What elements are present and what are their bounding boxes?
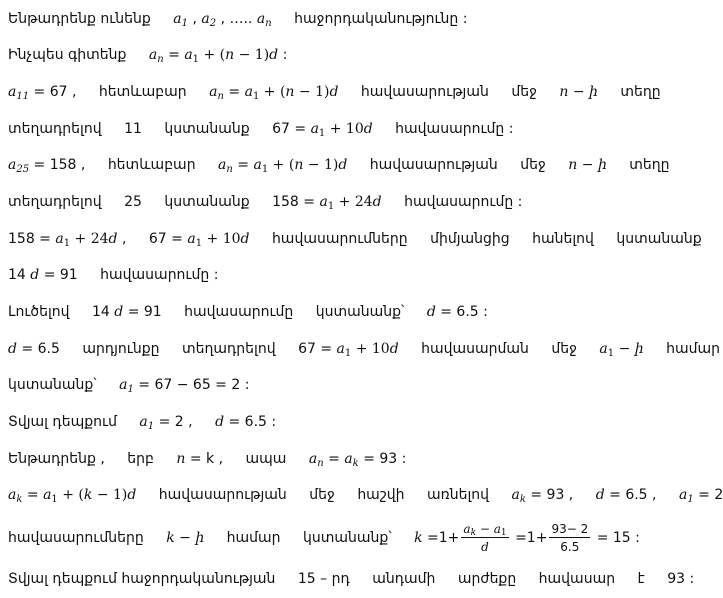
text: 25 bbox=[124, 194, 142, 210]
text: հավասար bbox=[538, 571, 616, 587]
math: $a_k$ bbox=[511, 487, 526, 505]
text: = 67 , bbox=[33, 84, 77, 100]
line-6 bbox=[8, 189, 686, 215]
line-11 bbox=[8, 372, 686, 398]
text: = 6.5 : bbox=[440, 304, 488, 320]
formula: $a_1 + 24d$ bbox=[55, 231, 118, 249]
text: Լուծելով bbox=[8, 304, 70, 320]
math: $a_2$ bbox=[201, 11, 217, 29]
text: հավասարումները bbox=[8, 530, 144, 546]
text: միմյանցից bbox=[430, 231, 510, 247]
text: հետևաբար bbox=[98, 84, 187, 100]
math: n − ի bbox=[568, 157, 607, 173]
text: երբ bbox=[127, 451, 154, 467]
formula: $a_1 + 10d$ bbox=[310, 121, 373, 139]
line-8 bbox=[8, 262, 686, 288]
math: $a_n$ bbox=[308, 451, 324, 469]
text: տեղադրելով bbox=[182, 341, 276, 357]
text: հավասարումները bbox=[271, 231, 408, 247]
formula: $a_1 + 10d$ bbox=[187, 231, 250, 249]
text: = 15 : bbox=[596, 530, 640, 546]
text: = 6.5 : bbox=[228, 414, 277, 430]
fraction: $\frac{93- 2}{6.5}$ bbox=[551, 522, 589, 554]
text: 158 = bbox=[272, 194, 316, 210]
math: d bbox=[8, 341, 17, 357]
text: ապա bbox=[245, 451, 287, 467]
text: 67 = bbox=[148, 231, 183, 247]
text: կստանանք bbox=[164, 121, 250, 137]
text: հաշվի bbox=[357, 487, 405, 503]
line-16 bbox=[8, 566, 695, 592]
text: = 91 bbox=[127, 304, 162, 320]
line-3 bbox=[8, 79, 686, 105]
text: Ենթադրենք , bbox=[8, 451, 105, 467]
math: $a_1$ − ի bbox=[599, 341, 644, 359]
text: հանելով bbox=[532, 231, 594, 247]
text: կստանանք՝ bbox=[8, 377, 97, 393]
text: մեջ bbox=[551, 341, 577, 357]
text: = 158 , bbox=[33, 157, 86, 173]
text: հավասարումը : bbox=[395, 121, 514, 137]
formula: $a_n = a_1 + (n - 1)d$ bbox=[148, 47, 279, 65]
line-7 bbox=[8, 226, 702, 252]
fraction: $\frac{a_k - a_1}{d}$ bbox=[463, 522, 507, 554]
text: = 91 bbox=[43, 267, 78, 283]
math: $a_1$ bbox=[119, 377, 134, 395]
text: Տվյալ դեպքում հաջորդականության bbox=[8, 571, 276, 587]
text: = 6.5 bbox=[21, 341, 60, 357]
text: համար bbox=[666, 341, 721, 357]
math: $a_k$ bbox=[344, 451, 359, 469]
math: d bbox=[30, 267, 40, 283]
text: 11 bbox=[124, 121, 142, 137]
formula: $a_1 + 24d$ bbox=[319, 194, 382, 212]
math: d bbox=[426, 304, 436, 320]
text: հավասարումը bbox=[184, 304, 294, 320]
text: 67 = bbox=[298, 341, 333, 357]
text: Ինչպես գիտենք bbox=[8, 47, 127, 63]
text: կստանանք՝ bbox=[303, 530, 392, 546]
line-10 bbox=[8, 336, 721, 362]
line-13 bbox=[8, 446, 686, 472]
math: n − ի bbox=[559, 84, 598, 100]
text: = 2 , bbox=[158, 414, 193, 430]
text: առնելով bbox=[427, 487, 490, 503]
math: n bbox=[176, 451, 186, 467]
text: տեղը bbox=[629, 157, 670, 173]
text: արդյունքը bbox=[82, 341, 160, 357]
formula: $a_n = a_1 + (n - 1)d$ bbox=[209, 84, 339, 102]
text: անդամի bbox=[372, 571, 436, 587]
text: կստանանք bbox=[616, 231, 702, 247]
text: = k , bbox=[189, 451, 224, 467]
text: = 6.5 , bbox=[609, 487, 657, 503]
text: տեղը bbox=[620, 84, 661, 100]
math: $a_{11}$ bbox=[8, 84, 30, 102]
text: 67 = bbox=[272, 121, 307, 137]
text: համար bbox=[226, 530, 281, 546]
text: = 2 bbox=[698, 487, 723, 503]
text: 15 – րդ bbox=[297, 571, 350, 587]
text: կստանանք՝ bbox=[315, 304, 405, 320]
math: $a_1$ bbox=[139, 414, 155, 432]
text: 93 : bbox=[667, 571, 695, 587]
text: հավասարումը : bbox=[404, 194, 523, 210]
text: հավասարության bbox=[158, 487, 287, 503]
text: Ենթադրենք ունենք bbox=[8, 11, 151, 27]
text: հաջորդականությունը : bbox=[294, 11, 468, 27]
text: = bbox=[328, 451, 340, 467]
text: հավասարումը : bbox=[100, 267, 219, 283]
text: 158 = bbox=[8, 231, 51, 247]
text: : bbox=[282, 47, 288, 63]
text: տեղադրելով bbox=[8, 121, 102, 137]
text: մեջ bbox=[511, 84, 537, 100]
formula: $a_n = a_1 + (n - 1)d$ bbox=[218, 157, 348, 175]
text: 14 bbox=[92, 304, 110, 320]
text: տեղադրելով bbox=[8, 194, 102, 210]
line-2 bbox=[8, 42, 686, 68]
line-4 bbox=[8, 116, 686, 142]
text: մեջ bbox=[309, 487, 335, 503]
text: = 67 − 65 = 2 : bbox=[138, 377, 250, 393]
line-14 bbox=[8, 482, 723, 508]
line-9 bbox=[8, 299, 686, 325]
line-1: Ենթադրենք ունենք $a_1$ , $a_2$ , ….. $a_n$ հաջորդականությունը : bbox=[8, 11, 468, 29]
math: k bbox=[414, 530, 423, 546]
text: =1+ bbox=[427, 530, 460, 546]
text: =1+ bbox=[515, 530, 548, 546]
text: , bbox=[121, 231, 127, 247]
text: = 93 , bbox=[530, 487, 574, 503]
formula: $a_k = a_1 + (k - 1)d$ bbox=[8, 487, 137, 505]
text: հավասարության bbox=[369, 157, 498, 173]
math: d bbox=[114, 304, 124, 320]
text: = 93 : bbox=[363, 451, 407, 467]
line-12 bbox=[8, 409, 686, 435]
line-5 bbox=[8, 152, 686, 178]
math: $a_{25}$ bbox=[8, 157, 30, 175]
text: 14 bbox=[8, 267, 26, 283]
math: $a_1$ bbox=[173, 11, 189, 29]
math: k − ի bbox=[166, 530, 205, 546]
text: հավասարության bbox=[360, 84, 489, 100]
math: $a_n$ bbox=[256, 11, 272, 29]
math: d bbox=[595, 487, 605, 503]
text: է bbox=[637, 571, 645, 587]
text: հետևաբար bbox=[107, 157, 196, 173]
text: արժեքը bbox=[457, 571, 517, 587]
math: $a_1$ bbox=[678, 487, 694, 505]
math: d bbox=[215, 414, 225, 430]
text: Տվյալ դեպքում bbox=[8, 414, 117, 430]
text: հավասարման bbox=[421, 341, 529, 357]
text: մեջ bbox=[520, 157, 546, 173]
line-15 bbox=[8, 520, 686, 556]
formula: $a_1 + 10d$ bbox=[336, 341, 399, 359]
text: կստանանք bbox=[164, 194, 250, 210]
